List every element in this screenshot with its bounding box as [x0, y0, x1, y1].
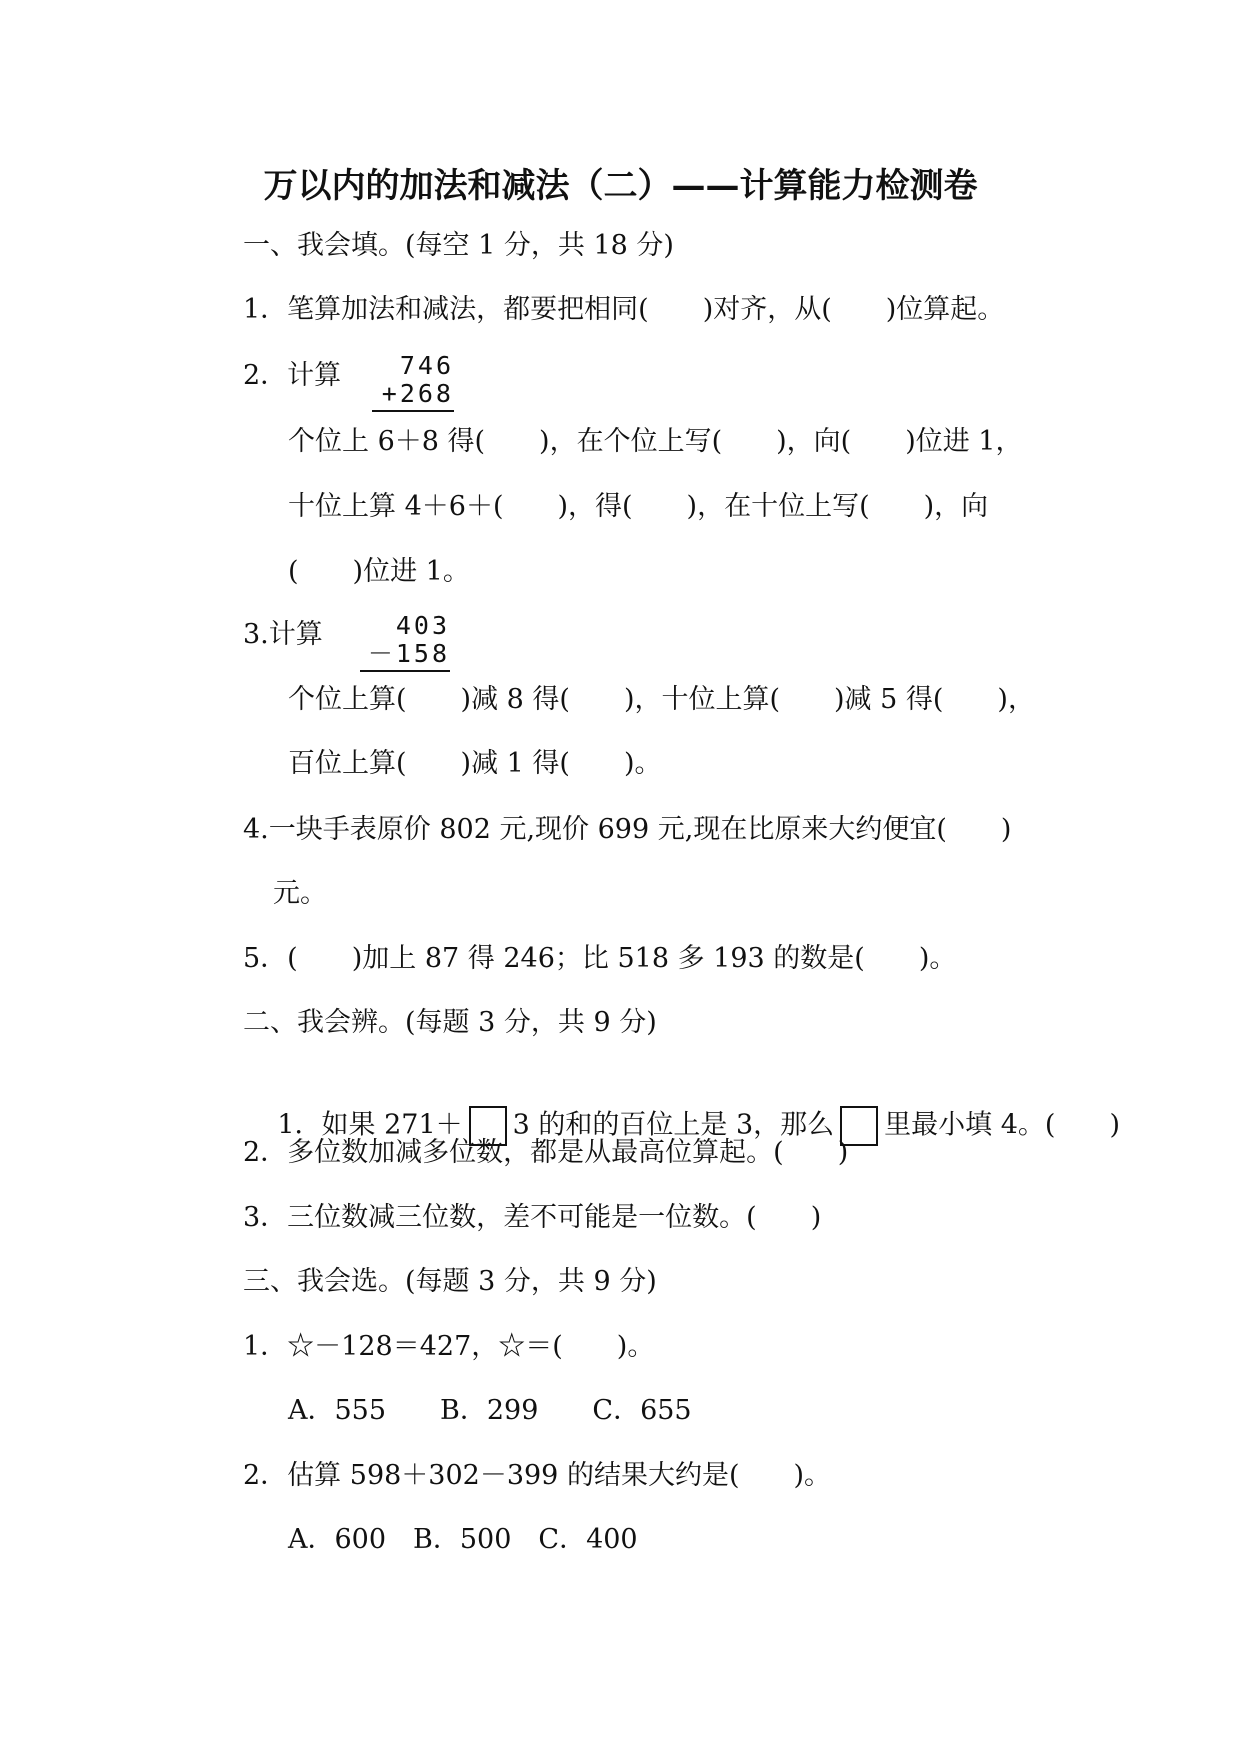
- section1-heading: 一、我会填。(每空 1 分，共 18 分): [243, 230, 674, 261]
- section2-question2: 2．多位数加减多位数，都是从最高位算起。( ): [243, 1137, 849, 1168]
- section3-question2-stem: 2．估算 598＋302－399 的结果大约是( )。: [243, 1460, 832, 1491]
- section3-question1-stem: 1．☆－128＝427，☆＝( )。: [243, 1331, 655, 1362]
- addition-rule: [372, 410, 454, 412]
- section1-question2-line2: 十位上算 4＋6＋( )，得( )，在十位上写( )，向: [288, 491, 989, 522]
- section1-question4-line1: 4.一块手表原价 802 元,现价 699 元,现在比原来大约便宜( ): [243, 814, 1012, 845]
- section2-question1-part3: 里最小填 4。( ): [884, 1109, 1120, 1141]
- section1-question2-label: 2．计算: [243, 360, 342, 391]
- subtraction-top-number: 403: [395, 611, 450, 640]
- vertical-subtraction: [360, 612, 450, 672]
- subtraction-bottom-number: －158: [367, 639, 450, 668]
- section2-question3: 3．三位数减三位数，差不可能是一位数。( ): [243, 1202, 822, 1233]
- section1-question2-line3: ( )位进 1。: [288, 556, 470, 587]
- section1-question3-line1: 个位上算( )减 8 得( )，十位上算( )减 5 得( )，: [288, 684, 1035, 715]
- addition-top-number: 746: [399, 351, 454, 380]
- worksheet-title: 万以内的加法和减法（二）——计算能力检测卷: [263, 166, 978, 206]
- section1-question3-line2: 百位上算( )减 1 得( )。: [288, 748, 662, 779]
- addition-bottom-number: +268: [381, 379, 454, 408]
- vertical-addition: [372, 352, 454, 412]
- section3-heading: 三、我会选。(每题 3 分，共 9 分): [243, 1266, 657, 1297]
- section3-question1-options: A．555 B．299 C．655: [288, 1395, 692, 1426]
- section2-question1-part1: 1．如果 271＋: [277, 1109, 463, 1141]
- section1-question3-label: 3.计算: [243, 619, 323, 650]
- section3-question2-options: A．600 B．500 C．400: [288, 1524, 638, 1555]
- section1-question1: 1．笔算加法和减法，都要把相同( )对齐，从( )位算起。: [243, 294, 1005, 325]
- subtraction-rule: [360, 670, 450, 672]
- section2-heading: 二、我会辨。(每题 3 分，共 9 分): [243, 1007, 657, 1038]
- section2-question1-part2: 3 的和的百位上是 3，那么: [512, 1109, 835, 1141]
- section1-question4-line2: 元。: [273, 878, 327, 909]
- section1-question5: 5．( )加上 87 得 246；比 518 多 193 的数是( )。: [243, 943, 957, 974]
- section1-question2-line1: 个位上 6＋8 得( )，在个位上写( )，向( )位进 1，: [288, 426, 1023, 457]
